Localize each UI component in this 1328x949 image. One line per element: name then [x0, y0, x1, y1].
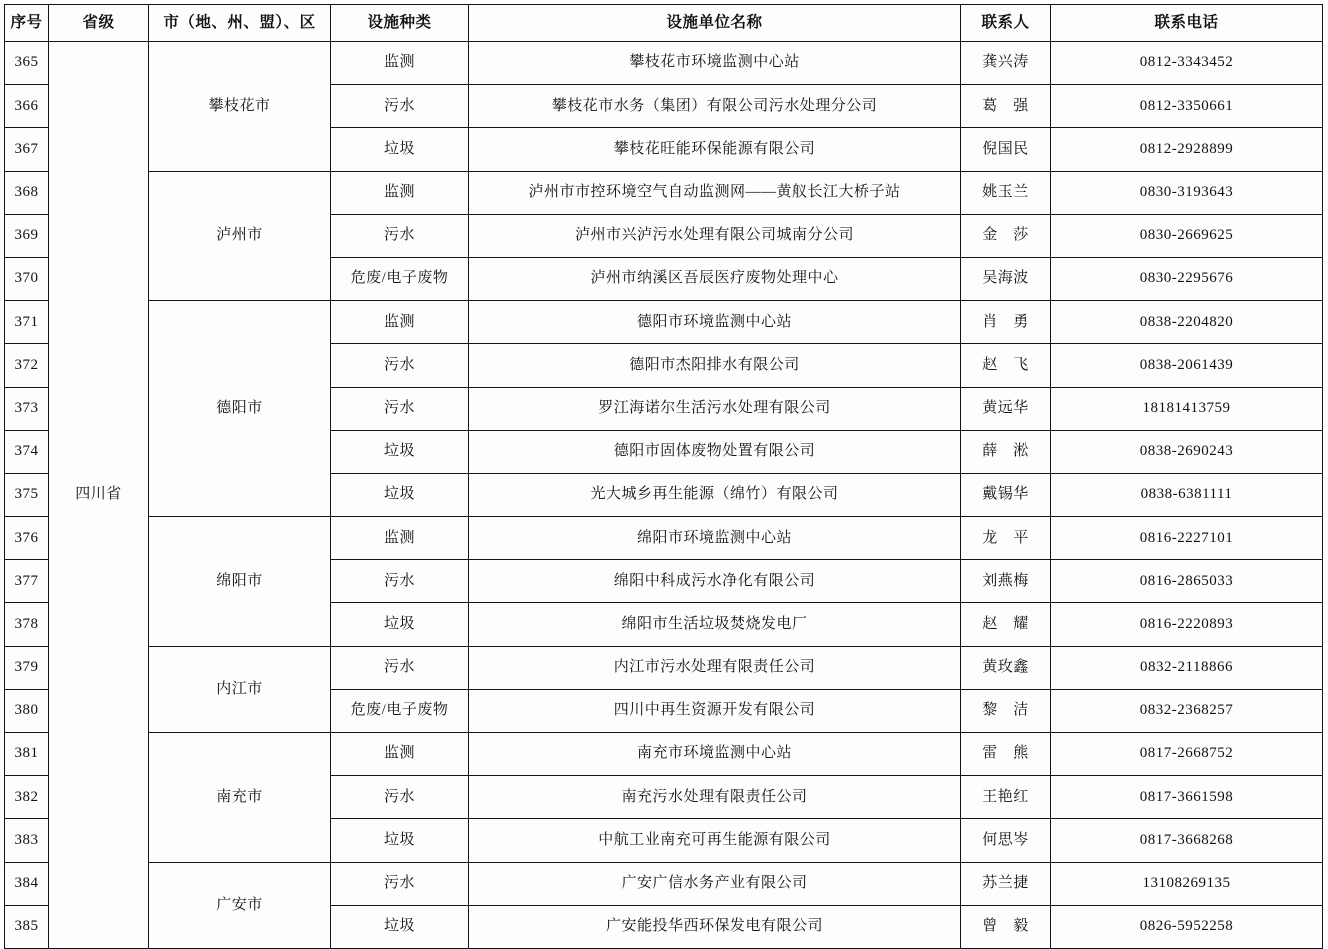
cell-facility-type: 垃圾 — [331, 603, 469, 646]
table-row — [5, 301, 1323, 344]
cell-facility-name: 攀枝花市环境监测中心站 — [469, 42, 961, 85]
cell-phone: 0812-2928899 — [1051, 128, 1323, 171]
cell-seq: 367 — [5, 128, 49, 171]
cell-contact: 姚玉兰 — [961, 171, 1051, 214]
cell-contact: 赵 耀 — [961, 603, 1051, 646]
cell-phone: 0830-2669625 — [1051, 214, 1323, 257]
cell-seq: 370 — [5, 257, 49, 300]
cell-facility-type: 危废/电子废物 — [331, 689, 469, 732]
cell-facility-type: 污水 — [331, 560, 469, 603]
cell-seq: 373 — [5, 387, 49, 430]
cell-seq: 378 — [5, 603, 49, 646]
cell-contact: 曾 毅 — [961, 905, 1051, 948]
cell-contact: 吴海波 — [961, 257, 1051, 300]
cell-phone: 0817-3661598 — [1051, 776, 1323, 819]
cell-facility-type: 危废/电子废物 — [331, 257, 469, 300]
cell-facility-type: 监测 — [331, 301, 469, 344]
cell-phone: 0832-2368257 — [1051, 689, 1323, 732]
cell-phone: 13108269135 — [1051, 862, 1323, 905]
cell-contact: 苏兰捷 — [961, 862, 1051, 905]
cell-facility-type: 监测 — [331, 171, 469, 214]
cell-city: 攀枝花市 — [149, 42, 331, 172]
cell-facility-type: 垃圾 — [331, 430, 469, 473]
column-header-phone: 联系电话 — [1051, 5, 1323, 42]
cell-seq: 365 — [5, 42, 49, 85]
cell-seq: 383 — [5, 819, 49, 862]
cell-facility-type: 垃圾 — [331, 819, 469, 862]
cell-phone: 0832-2118866 — [1051, 646, 1323, 689]
column-header-seq: 序号 — [5, 5, 49, 42]
table-header — [5, 5, 1323, 42]
cell-facility-type: 监测 — [331, 517, 469, 560]
cell-seq: 379 — [5, 646, 49, 689]
cell-seq: 384 — [5, 862, 49, 905]
cell-contact: 倪国民 — [961, 128, 1051, 171]
cell-contact: 王艳红 — [961, 776, 1051, 819]
cell-facility-name: 广安广信水务产业有限公司 — [469, 862, 961, 905]
cell-facility-type: 污水 — [331, 85, 469, 128]
cell-facility-name: 德阳市杰阳排水有限公司 — [469, 344, 961, 387]
cell-contact: 戴锡华 — [961, 473, 1051, 516]
cell-phone: 18181413759 — [1051, 387, 1323, 430]
table-row — [5, 646, 1323, 689]
cell-phone: 0826-5952258 — [1051, 905, 1323, 948]
table-body — [5, 42, 1323, 949]
cell-phone: 0812-3350661 — [1051, 85, 1323, 128]
cell-phone: 0838-2204820 — [1051, 301, 1323, 344]
cell-facility-name: 内江市污水处理有限责任公司 — [469, 646, 961, 689]
cell-contact: 何思岑 — [961, 819, 1051, 862]
cell-contact: 金 莎 — [961, 214, 1051, 257]
cell-facility-type: 污水 — [331, 344, 469, 387]
document-page — [0, 4, 1328, 935]
cell-facility-name: 广安能投华西环保发电有限公司 — [469, 905, 961, 948]
cell-city: 广安市 — [149, 862, 331, 948]
cell-facility-name: 绵阳中科成污水净化有限公司 — [469, 560, 961, 603]
cell-seq: 369 — [5, 214, 49, 257]
cell-city: 泸州市 — [149, 171, 331, 301]
cell-contact: 龙 平 — [961, 517, 1051, 560]
cell-phone: 0830-2295676 — [1051, 257, 1323, 300]
cell-seq: 371 — [5, 301, 49, 344]
column-header-facility-type: 设施种类 — [331, 5, 469, 42]
table-header-row — [5, 5, 1323, 42]
cell-facility-name: 泸州市兴泸污水处理有限公司城南分公司 — [469, 214, 961, 257]
cell-facility-type: 污水 — [331, 862, 469, 905]
cell-facility-name: 德阳市固体废物处置有限公司 — [469, 430, 961, 473]
cell-contact: 龚兴涛 — [961, 42, 1051, 85]
cell-seq: 385 — [5, 905, 49, 948]
cell-phone: 0816-2865033 — [1051, 560, 1323, 603]
cell-city: 内江市 — [149, 646, 331, 732]
cell-facility-name: 四川中再生资源开发有限公司 — [469, 689, 961, 732]
cell-facility-type: 垃圾 — [331, 473, 469, 516]
cell-contact: 雷 熊 — [961, 733, 1051, 776]
cell-facility-type: 垃圾 — [331, 128, 469, 171]
cell-contact: 刘燕梅 — [961, 560, 1051, 603]
table-row — [5, 42, 1323, 85]
cell-facility-type: 垃圾 — [331, 905, 469, 948]
cell-facility-name: 南充市环境监测中心站 — [469, 733, 961, 776]
cell-facility-name: 泸州市市控环境空气自动监测网——黄舣长江大桥子站 — [469, 171, 961, 214]
cell-facility-name: 德阳市环境监测中心站 — [469, 301, 961, 344]
table-row — [5, 517, 1323, 560]
column-header-city: 市（地、州、盟）、区 — [149, 5, 331, 42]
cell-seq: 375 — [5, 473, 49, 516]
cell-facility-name: 泸州市纳溪区吾辰医疗废物处理中心 — [469, 257, 961, 300]
cell-seq: 376 — [5, 517, 49, 560]
table-row — [5, 171, 1323, 214]
table-row — [5, 733, 1323, 776]
cell-contact: 葛 强 — [961, 85, 1051, 128]
cell-city: 绵阳市 — [149, 517, 331, 647]
cell-phone: 0830-3193643 — [1051, 171, 1323, 214]
cell-city: 德阳市 — [149, 301, 331, 517]
cell-phone: 0816-2220893 — [1051, 603, 1323, 646]
cell-contact: 黄玫鑫 — [961, 646, 1051, 689]
column-header-facility-name: 设施单位名称 — [469, 5, 961, 42]
cell-contact: 黄远华 — [961, 387, 1051, 430]
cell-seq: 380 — [5, 689, 49, 732]
cell-seq: 377 — [5, 560, 49, 603]
cell-phone: 0838-2690243 — [1051, 430, 1323, 473]
cell-facility-type: 污水 — [331, 387, 469, 430]
column-header-province: 省级 — [49, 5, 149, 42]
cell-phone: 0817-3668268 — [1051, 819, 1323, 862]
cell-phone: 0838-6381111 — [1051, 473, 1323, 516]
cell-facility-name: 绵阳市生活垃圾焚烧发电厂 — [469, 603, 961, 646]
cell-contact: 薛 淞 — [961, 430, 1051, 473]
cell-facility-name: 中航工业南充可再生能源有限公司 — [469, 819, 961, 862]
cell-province: 四川省 — [49, 42, 149, 949]
cell-seq: 382 — [5, 776, 49, 819]
cell-contact: 赵 飞 — [961, 344, 1051, 387]
cell-facility-type: 监测 — [331, 733, 469, 776]
cell-seq: 366 — [5, 85, 49, 128]
cell-phone: 0812-3343452 — [1051, 42, 1323, 85]
cell-facility-name: 攀枝花旺能环保能源有限公司 — [469, 128, 961, 171]
column-header-contact: 联系人 — [961, 5, 1051, 42]
cell-facility-type: 污水 — [331, 214, 469, 257]
cell-facility-type: 污水 — [331, 776, 469, 819]
cell-facility-name: 光大城乡再生能源（绵竹）有限公司 — [469, 473, 961, 516]
cell-facility-name: 罗江海诺尔生活污水处理有限公司 — [469, 387, 961, 430]
cell-facility-name: 南充污水处理有限责任公司 — [469, 776, 961, 819]
cell-phone: 0817-2668752 — [1051, 733, 1323, 776]
cell-phone: 0816-2227101 — [1051, 517, 1323, 560]
cell-facility-name: 攀枝花市水务（集团）有限公司污水处理分公司 — [469, 85, 961, 128]
cell-city: 南充市 — [149, 733, 331, 863]
cell-facility-name: 绵阳市环境监测中心站 — [469, 517, 961, 560]
cell-seq: 374 — [5, 430, 49, 473]
cell-seq: 368 — [5, 171, 49, 214]
cell-facility-type: 污水 — [331, 646, 469, 689]
cell-contact: 黎 洁 — [961, 689, 1051, 732]
cell-seq: 372 — [5, 344, 49, 387]
cell-facility-type: 监测 — [331, 42, 469, 85]
cell-contact: 肖 勇 — [961, 301, 1051, 344]
cell-seq: 381 — [5, 733, 49, 776]
cell-phone: 0838-2061439 — [1051, 344, 1323, 387]
facility-registry-table — [4, 4, 1323, 949]
